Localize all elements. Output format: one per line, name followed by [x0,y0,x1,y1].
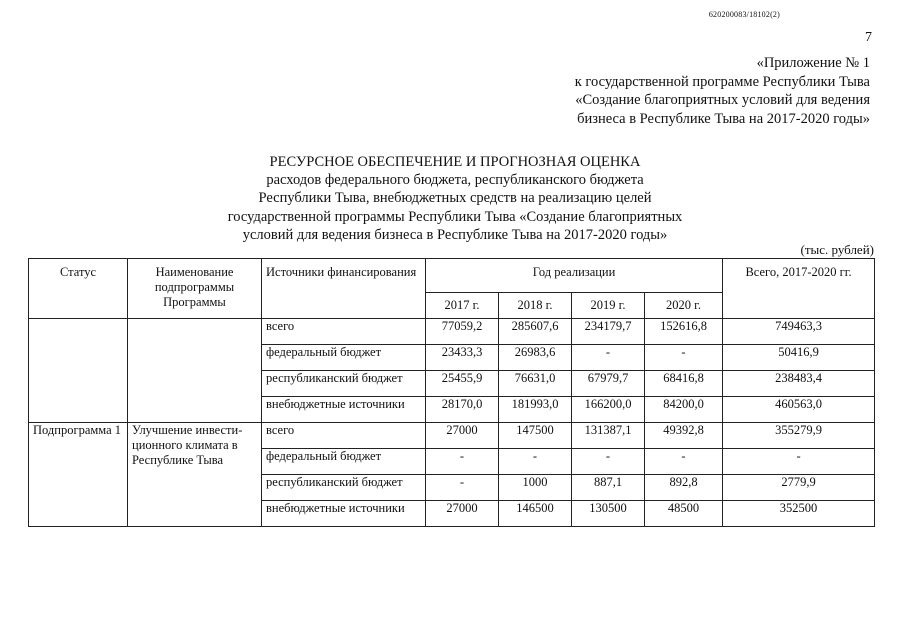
unit-label: (тыс. рублей) [800,242,874,257]
value-cell-2019: 887,1 [572,475,645,501]
source-cell: федеральный бюджет [262,449,426,475]
value-cell-2017: 25455,9 [426,371,499,397]
header-status: Статус [29,259,128,319]
header-name-line-3: Программы [163,295,226,309]
header-year-2020: 2020 г. [645,293,723,319]
value-cell-2018: 1000 [499,475,572,501]
value-cell-2018: 146500 [499,501,572,527]
value-cell-2018: 26983,6 [499,345,572,371]
source-cell: внебюджетные источники [262,397,426,423]
total-cell: - [723,449,875,475]
value-cell-2017: - [426,475,499,501]
value-cell-2018: 76631,0 [499,371,572,397]
value-cell-2017: 28170,0 [426,397,499,423]
title-line-3: Республики Тыва, внебюджетных средств на реализацию целей [258,190,652,207]
header-name [128,259,262,319]
name-cell-subprogram-1 [128,423,262,527]
name-cell-program [128,319,262,423]
value-cell-2019: - [572,449,645,475]
document-title [150,153,760,244]
subprogram-name-line-2: ционного климата в [132,438,238,452]
value-cell-2017: 27000 [426,423,499,449]
total-cell: 352500 [723,501,875,527]
header-year-2019: 2019 г. [572,293,645,319]
value-cell-2019: 67979,7 [572,371,645,397]
header-year-group: Год реализации [426,259,723,293]
appendix-line-4: бизнеса в Республике Тыва на 2017-2020 годы» [577,110,870,127]
appendix-line-1: «Приложение № 1 [756,55,870,71]
value-cell-2018: 181993,0 [499,397,572,423]
value-cell-2020: 49392,8 [645,423,723,449]
document-code: 620200083/18102(2) [708,10,780,19]
title-line-4: государственной программы Республики Тыва «Создание благоприятных [227,208,683,225]
total-cell: 749463,3 [723,319,875,345]
header-source: Источники финансирования [262,259,426,319]
total-cell: 238483,4 [723,371,875,397]
appendix-block [575,54,870,128]
source-cell: всего [262,319,426,345]
source-cell: федеральный бюджет [262,345,426,371]
subprogram-name-line-1: Улучшение инвести- [132,423,243,437]
total-cell: 460563,0 [723,397,875,423]
value-cell-2020: 68416,8 [645,371,723,397]
value-cell-2020: 48500 [645,501,723,527]
value-cell-2020: 892,8 [645,475,723,501]
value-cell-2020: 152616,8 [645,319,723,345]
value-cell-2018: - [499,449,572,475]
header-year-2017: 2017 г. [426,293,499,319]
value-cell-2019: 166200,0 [572,397,645,423]
subprogram-name-line-3: Республике Тыва [132,453,224,467]
table-row [29,319,875,345]
value-cell-2017: 77059,2 [426,319,499,345]
header-name-line-2: подпрограммы [154,280,235,294]
table-row [29,423,875,449]
status-cell-program [29,319,128,423]
appendix-line-3: «Создание благоприятных условий для ведения [575,92,870,108]
source-cell: внебюджетные источники [262,501,426,527]
value-cell-2019: 234179,7 [572,319,645,345]
value-cell-2017: 23433,3 [426,345,499,371]
budget-table [28,258,875,527]
title-line-1: РЕСУРСНОЕ ОБЕСПЕЧЕНИЕ И ПРОГНОЗНАЯ ОЦЕНКА [269,154,641,170]
value-cell-2018: 147500 [499,423,572,449]
source-cell: республиканский бюджет [262,475,426,501]
value-cell-2019: 130500 [572,501,645,527]
total-cell: 2779,9 [723,475,875,501]
table-header-row-1 [29,259,875,293]
title-line-2: расходов федерального бюджета, республиканского бюджета [266,172,644,189]
value-cell-2018: 285607,6 [499,319,572,345]
appendix-line-2: к государственной программе Республики Тыва [574,73,870,90]
value-cell-2020: - [645,449,723,475]
title-line-5: условий для ведения бизнеса в Республике Тыва на 2017-2020 годы» [242,226,668,243]
source-cell: республиканский бюджет [262,371,426,397]
value-cell-2019: - [572,345,645,371]
total-cell: 355279,9 [723,423,875,449]
header-name-line-1: Наименование [155,265,234,279]
header-year-2018: 2018 г. [499,293,572,319]
header-total: Всего, 2017-2020 гг. [723,259,875,319]
value-cell-2020: - [645,345,723,371]
value-cell-2017: - [426,449,499,475]
value-cell-2017: 27000 [426,501,499,527]
page-number: 7 [865,30,872,45]
value-cell-2019: 131387,1 [572,423,645,449]
total-cell: 50416,9 [723,345,875,371]
status-cell-subprogram-1: Подпрограмма 1 [29,423,128,527]
source-cell: всего [262,423,426,449]
value-cell-2020: 84200,0 [645,397,723,423]
